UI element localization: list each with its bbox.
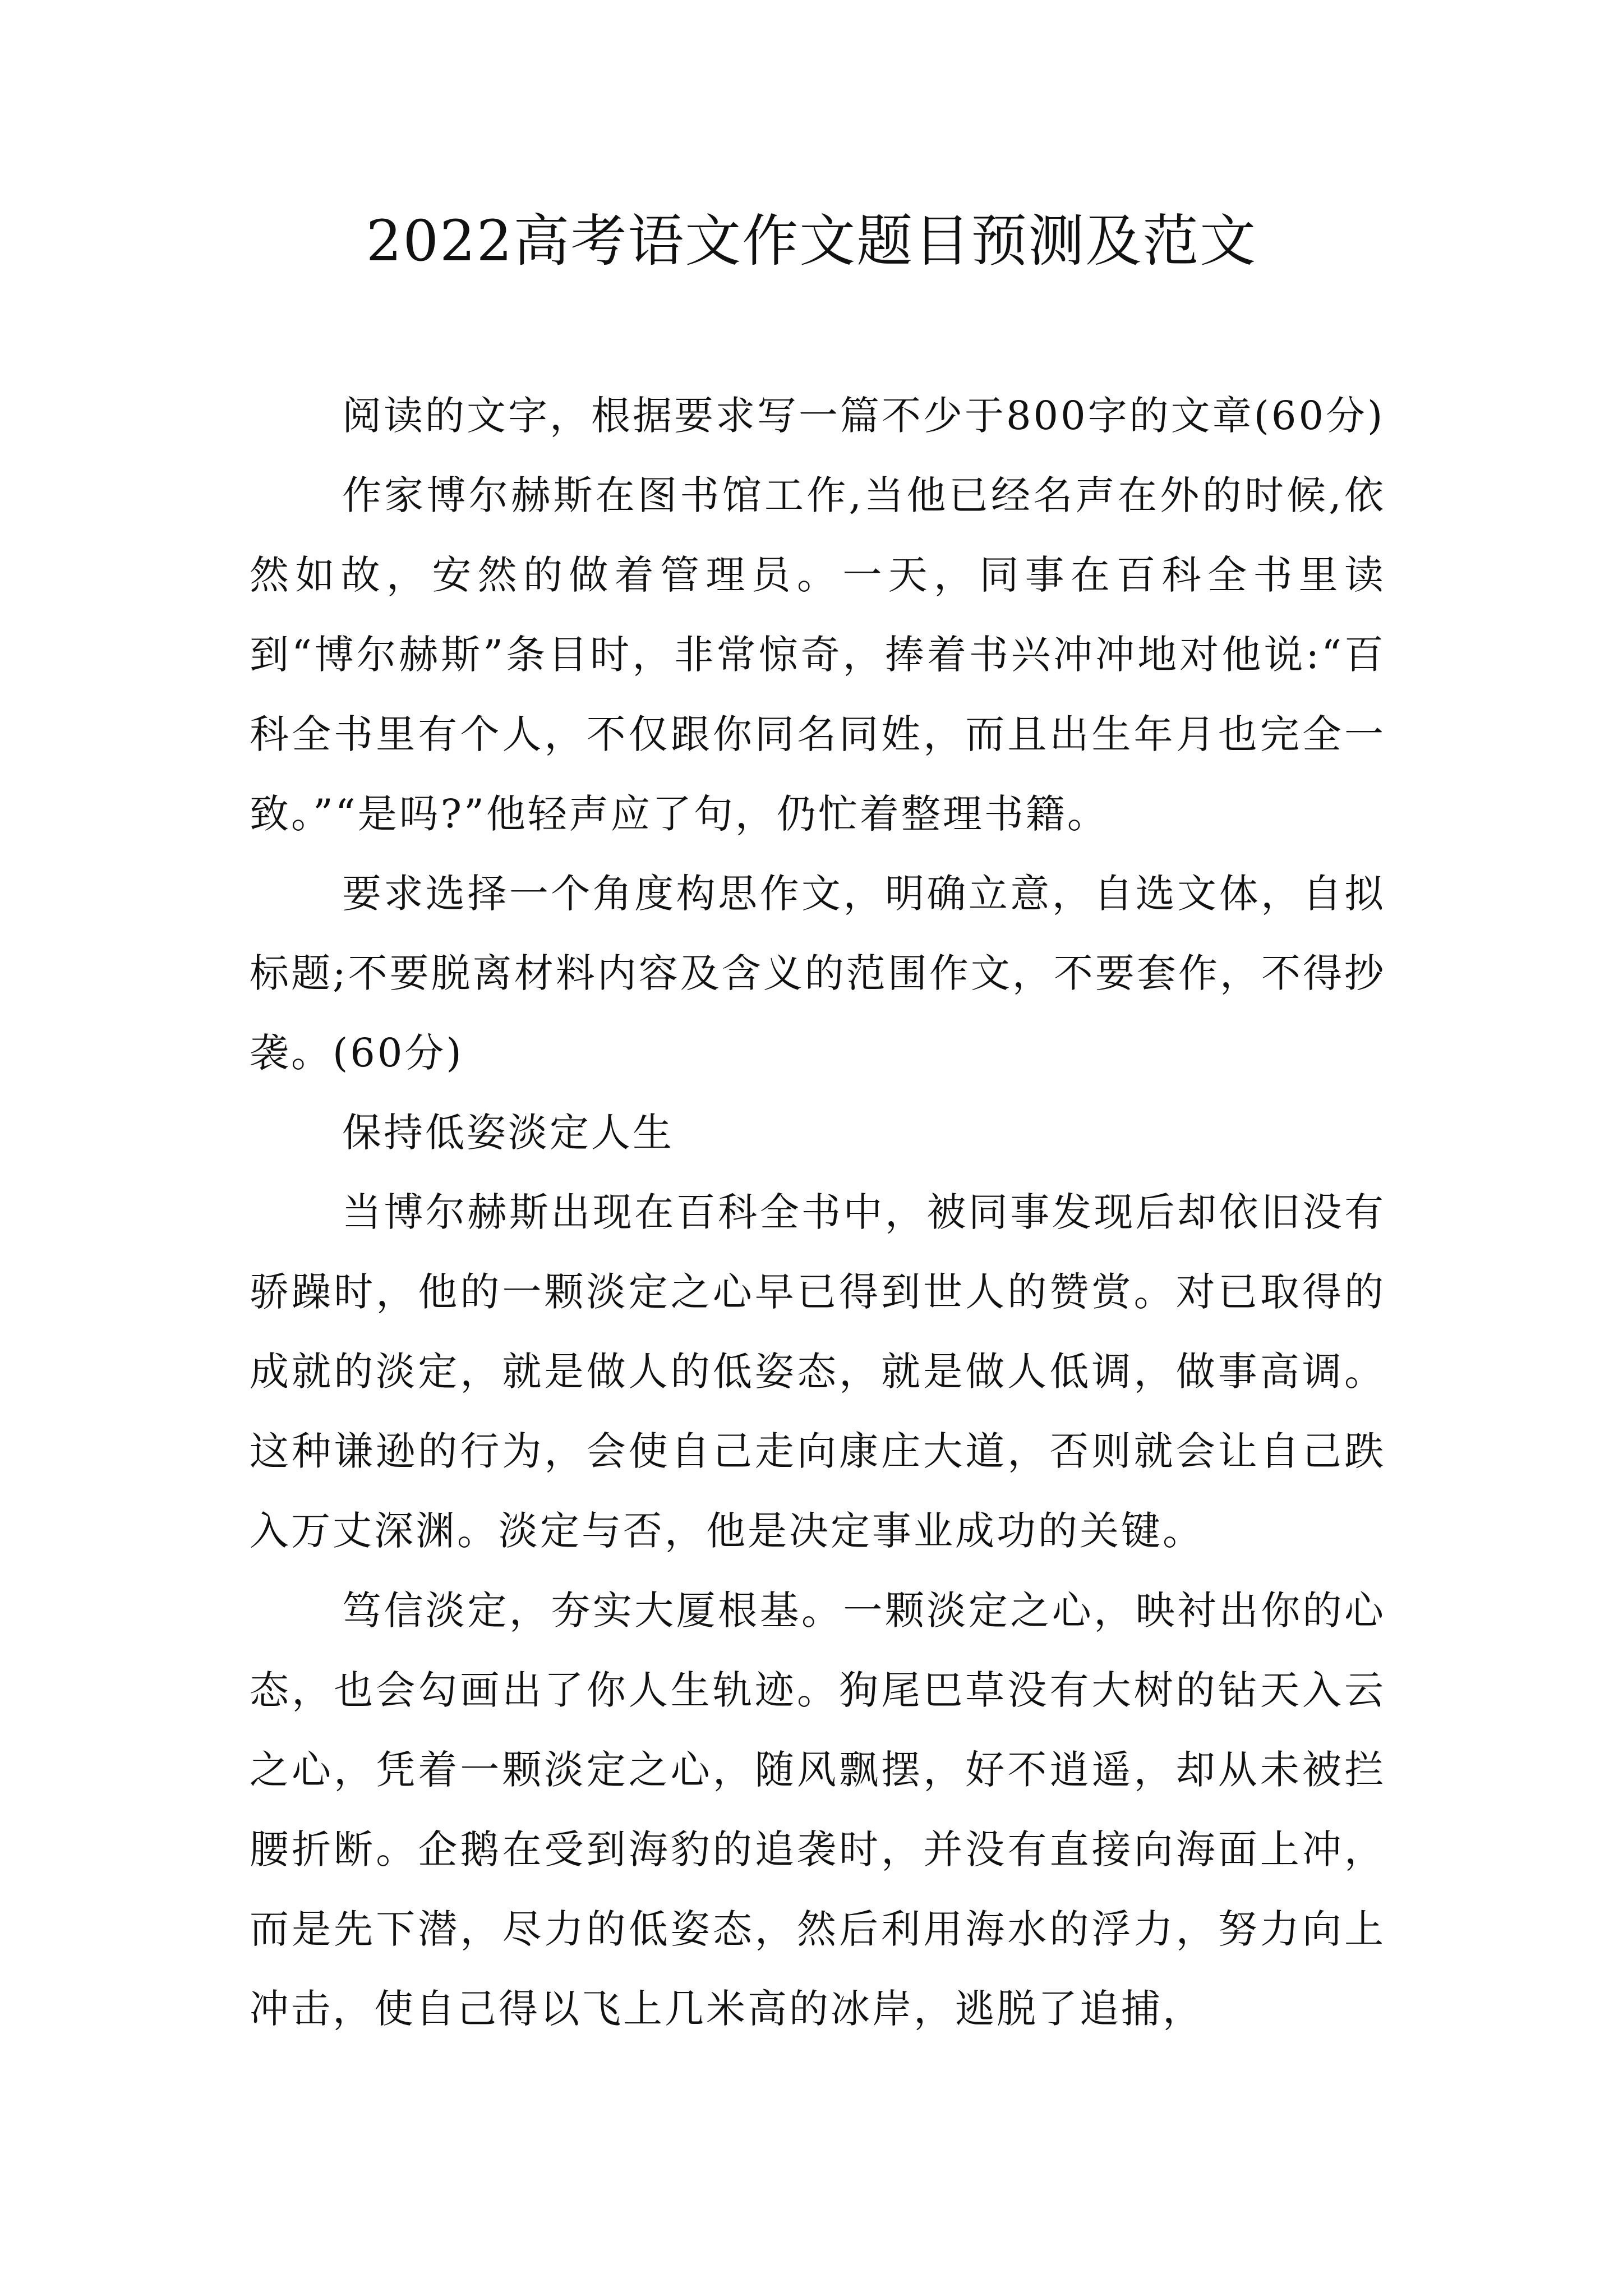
essay-title: 保持低姿淡定人生: [342, 1110, 674, 1156]
document-body: [250, 376, 1386, 2049]
paragraph-essay-body: 笃信淡定，夯实大厦根基。一颗淡定之心，映衬出你的心态，也会勾画出了你人生轨迹。狗尾巴草没有大树的钻天入云之心，凭着一颗淡定之心，随风飘摆，好不逍遥，却从未被拦腰折断。企鹅在受到海豹的追袭时，并没有直接向海面上冲，而是先下潜，尽力的低姿态，然后利用海水的浮力，努力向上冲击，使自己得以飞上几米高的冰岸，逃脱了追捕，: [250, 1588, 1386, 2032]
paragraph-requirements: 要求选择一个角度构思作文，明确立意，自选文体，自拟标题;不要脱离材料内容及含义的范围作文，不要套作，不得抄袭。(60分): [250, 871, 1386, 1076]
document-title: 2022高考语文作文题目预测及范文: [366, 208, 1257, 274]
paragraph-prompt: 阅读的文字，根据要求写一篇不少于800字的文章(60分): [342, 393, 1385, 439]
paragraph-essay-intro: 当博尔赫斯出现在百科全书中，被同事发现后却依旧没有骄躁时，他的一颗淡定之心早已得到世人的赞赏。对已取得的成就的淡定，就是做人的低姿态，就是做人低调，做事高调。这种谦逊的行为，会使自己走向康庄大道，否则就会让自己跌入万丈深渊。淡定与否，他是决定事业成功的关键。: [250, 1189, 1386, 1554]
paragraph-material: 作家博尔赫斯在图书馆工作,当他已经名声在外的时候,依然如故，安然的做着管理员。一天，同事在百科全书里读到“博尔赫斯”条目时，非常惊奇，捧着书兴冲冲地对他说:“百科全书里有个人，不仅跟你同名同姓，而且出生年月也完全一致。”“是吗?”他轻声应了句，仍忙着整理书籍。: [250, 472, 1386, 837]
